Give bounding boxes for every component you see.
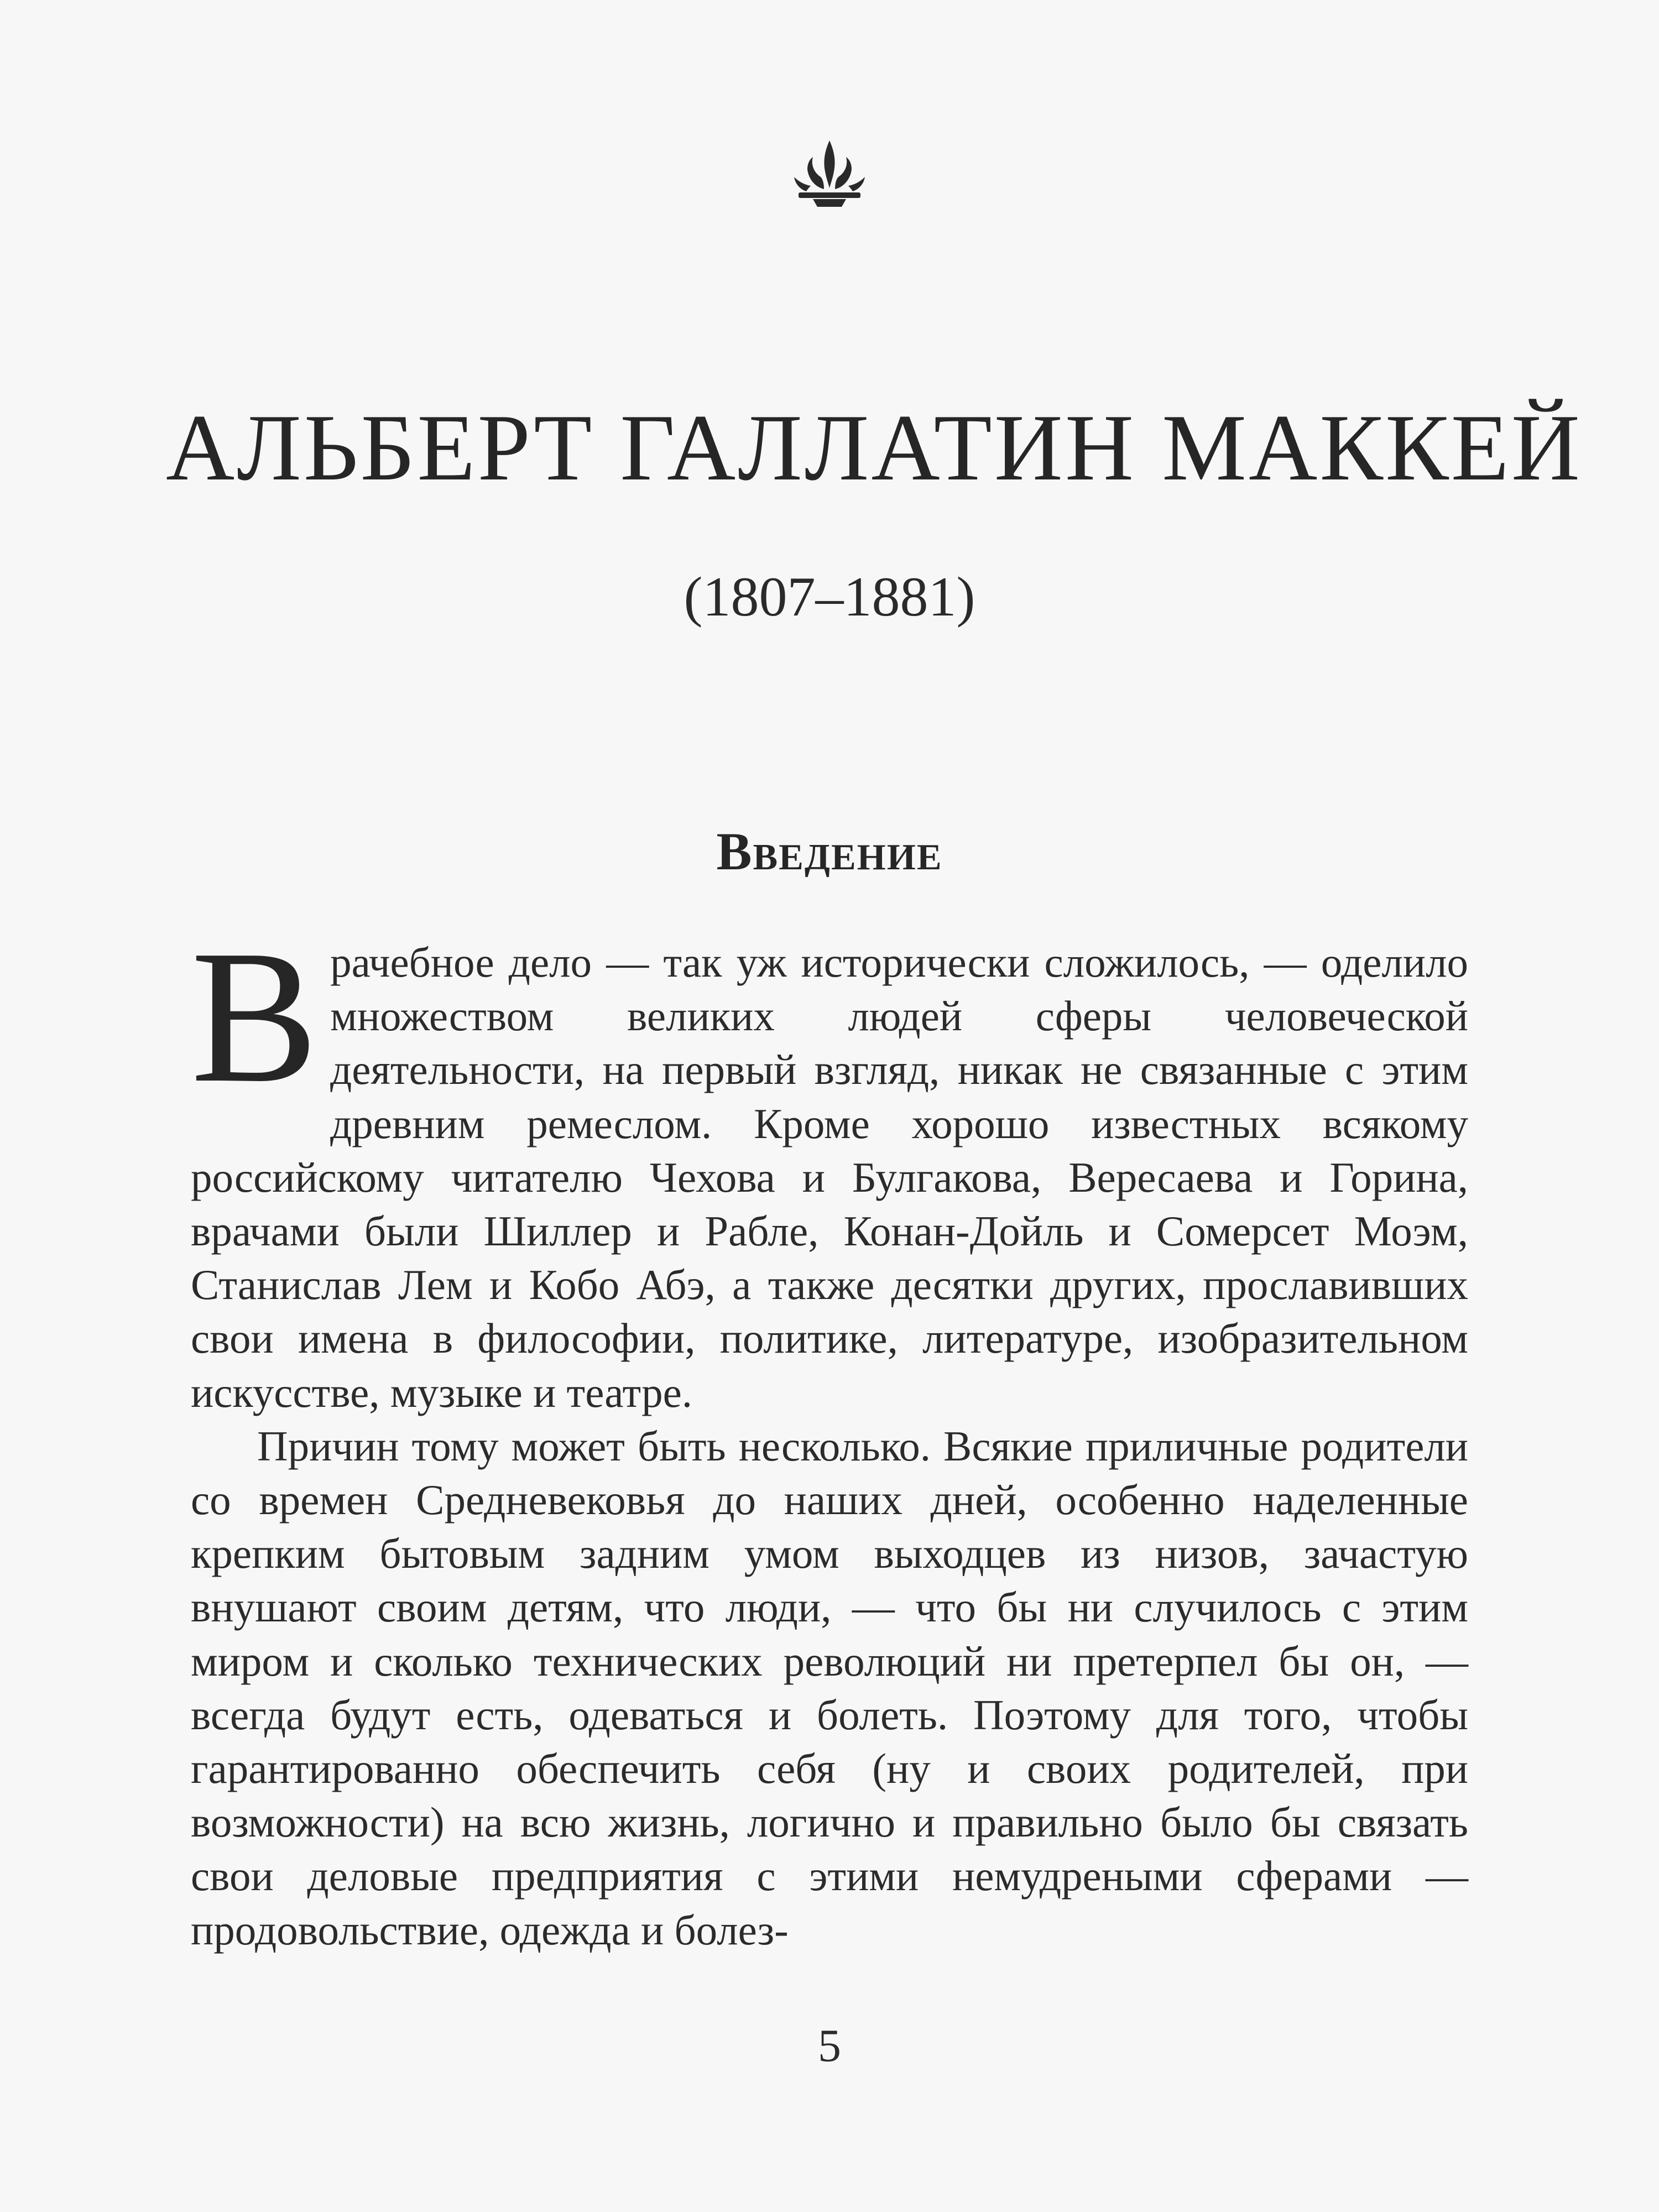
body-text (191, 911, 1468, 1957)
paragraph-text: рачебное дело — так уж исторически сложилось, — оделило множеством великих людей сферы человеческой деятельности, на первый взгляд, никак не связанные с этим древним ремеслом. Кроме хорошо известных всякому российскому читателю Чехова и Булгакова, Вересаева и Горина, врачами были Шиллер и Рабле, Конан-Дойль и Сомерсет Моэм, Станислав Лем и Кобо Абэ, а также десятки других, прославивших свои имена в философии, политике, литературе, изобразительном искусстве, музыке и театре. (191, 938, 1468, 1416)
fleuron-ornament-icon (791, 138, 868, 210)
paragraph (191, 911, 1468, 1420)
life-years: (1807–1881) (684, 566, 975, 628)
section-heading: Введение (716, 822, 943, 881)
chapter-title: АЛЬБЕРТ ГАЛЛАТИН МАККЕЙ (166, 395, 1582, 500)
paragraph: Причин тому может быть несколько. Всякие приличные родители со времен Средневековья до наших дней, особенно наделенные крепким бытовым задним умом выходцев из низов, зачастую внушают своим детям, что люди, — что бы ни случилось с этим миром и сколько технических революций ни претерпел бы он, — всегда будут есть, одеваться и болеть. Поэтому для того, чтобы гарантированно обеспечить себя (ну и своих родителей, при возможности) на всю жизнь, логично и правильно было бы связать свои деловые предприятия с этими немудреными сферами — продовольствие, одежда и болез- (191, 1422, 1468, 1954)
drop-cap: В (191, 911, 319, 1122)
page-number: 5 (818, 2020, 841, 2072)
